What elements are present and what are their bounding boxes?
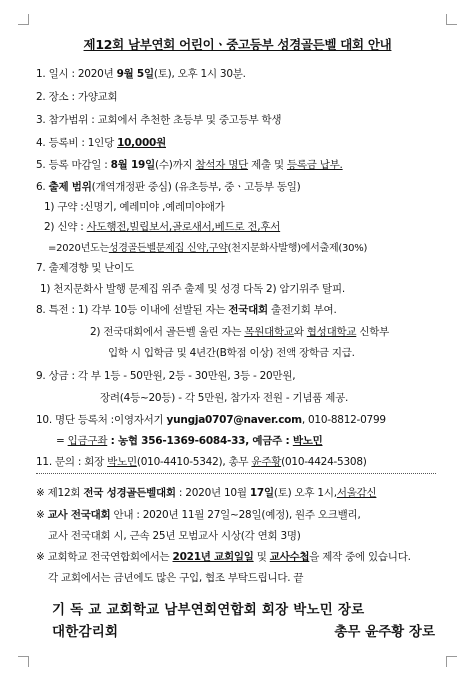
item-fee: 4. 등록비 : 1인당 10,000원: [36, 137, 166, 149]
item-benefit-2: 2) 전국대회에서 골든벨 울린 자는 목원대학교와 협성대학교 신학부: [90, 326, 390, 338]
corner-mark-top-left: [18, 14, 29, 25]
item-benefit-3: 입학 시 입학금 및 4년간(B학점 이상) 전액 장학금 지급.: [108, 347, 355, 359]
item-registration: 10. 명단 등록처 :이영자서기 yungja0707@naver.com, 010-8812-0799: [36, 414, 386, 426]
footer-denomination: 대한감리회: [52, 624, 119, 640]
item-prize: 9. 상금 : 각 부 1등 - 50만원, 2등 - 30만원, 3등 - 20만원,: [36, 370, 296, 382]
note-teacher-award: 교사 전국대회 시, 근속 25년 모범교사 시상(각 연회 3명): [48, 530, 301, 542]
item-exam-range: 6. 출제 범위(개역개정판 중심) (유초등부, 중ㆍ고등부 동일): [36, 181, 301, 193]
item-venue: 2. 장소 : 가양교회: [36, 91, 118, 103]
item-trend-detail: 1) 천지문화사 발행 문제집 위주 출제 및 성경 다독 2) 암기위주 탈피.: [40, 283, 345, 295]
corner-mark-top-right: [446, 14, 457, 25]
item-prize-2: 장려(4등~20등) - 각 5만원, 참가자 전원 - 기념품 제공.: [100, 392, 349, 404]
corner-mark-bottom-right: [446, 656, 457, 667]
footer-organization: 기 독 교 교회학교 남부연회연합회 회장 박노민 장로: [52, 602, 365, 618]
item-deadline: 5. 등록 마감일 : 8월 19일(수)까지 참석자 명단 제출 및 등록금 납부.: [36, 159, 343, 171]
corner-mark-bottom-left: [18, 656, 29, 667]
item-contact: 11. 문의 : 회장 박노민(010-4410-5342), 총무 윤주황(010-4424-5308): [36, 456, 367, 468]
note-publication: ※ 교회학교 전국연합회에서는 2021년 교회일일 및 교사수첩을 제작 중에 있습니다.: [36, 551, 411, 563]
item-trend: 7. 출제경향 및 난이도: [36, 262, 134, 274]
item-date: 1. 일시 : 2020년 9월 5일(토), 오후 1시 30분.: [36, 68, 246, 80]
item-scope: 3. 참가범위 : 교회에서 추천한 초등부 및 중고등부 학생: [36, 114, 282, 126]
document-title: 제12회 남부연회 어린이ㆍ중고등부 성경골든벨 대회 안내: [83, 37, 392, 52]
note-national-contest: ※ 제12회 전국 성경골든벨대회 : 2020년 10월 17일(토) 오후 1시,서울감신: [36, 487, 377, 499]
note-teacher-contest: ※ 교사 전국대회 안내 : 2020년 11월 27일~28일(예정), 원주 오크밸리,: [36, 509, 361, 521]
item-account: = 입금구좌 : 농협 356-1369-6084-33, 예금주 : 박노민: [56, 435, 323, 447]
item-exam-range-nt: 2) 신약 : 사도행전,빌립보서,골로새서,베드로 전,후서: [44, 221, 281, 233]
footer-secretary: 총무 윤주황 장로: [334, 624, 435, 640]
section-divider: [36, 473, 436, 474]
item-exam-range-ot: 1) 구약 :신명기, 예레미야 ,예레미야애가: [44, 201, 225, 213]
item-exam-range-note: =2020년도는성경골든벨문제집 신약,구약(천지문화사발행)에서출제(30%): [48, 243, 368, 254]
note-publication-request: 각 교회에서는 금년에도 많은 구입, 협조 부탁드립니다. 끝: [48, 572, 304, 584]
item-benefit: 8. 특전 : 1) 각부 10등 이내에 선발된 자는 전국대회 출전기회 부여.: [36, 304, 337, 316]
